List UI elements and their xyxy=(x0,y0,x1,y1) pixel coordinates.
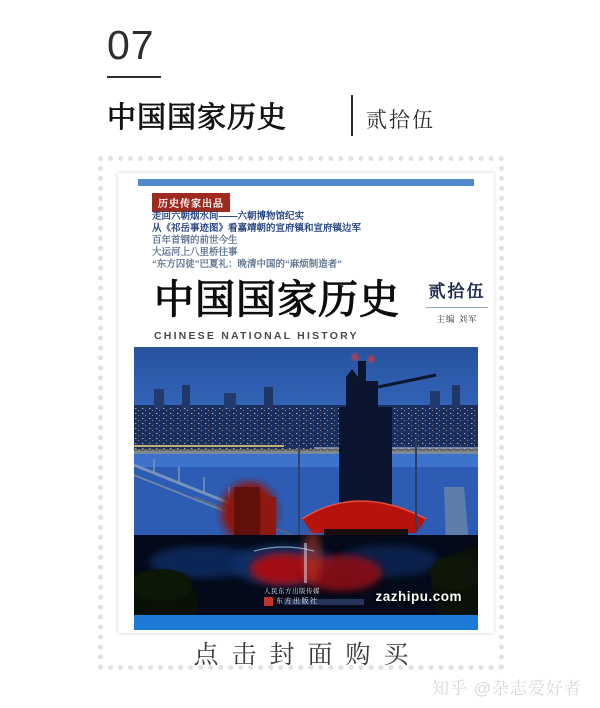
publisher-badge: 历史传家出品 xyxy=(152,193,230,212)
site-url-badge: zazhipu.com xyxy=(375,589,462,604)
publisher-logos xyxy=(264,586,320,606)
buy-cta[interactable]: 点击封面购买 xyxy=(193,641,422,669)
publisher-imprint: 东方出版社 xyxy=(276,598,319,605)
cover-top-bar xyxy=(138,179,474,186)
title-divider xyxy=(351,95,353,136)
cover-article: 百年首钢的前世今生 xyxy=(152,235,238,246)
publisher-name: 人民东方出版传媒 xyxy=(264,588,320,595)
cover-issue-number: 贰拾伍 xyxy=(426,277,488,308)
issue-box xyxy=(426,277,488,325)
publisher-seal-icon xyxy=(264,597,273,606)
cover-article: “东方囚徒”巴夏礼：晚清中国的“麻烦制造者” xyxy=(152,259,343,270)
cover-article: 从《祁岳事迹图》看嘉靖朝的宣府镇和宣府镇边军 xyxy=(152,223,362,234)
cover-subtitle-english: CHINESE NATIONAL HISTORY xyxy=(154,330,359,342)
cover-photo xyxy=(134,347,478,615)
issue-label: 贰拾伍 xyxy=(366,109,435,132)
magazine-cover[interactable] xyxy=(118,173,494,633)
cover-article-list xyxy=(152,211,452,271)
section-index: 07 xyxy=(107,22,155,68)
page-title: 中国国家历史 xyxy=(107,102,288,134)
magazine-stamp xyxy=(98,156,504,670)
editor-line: 主编 刘军 xyxy=(436,314,478,324)
city-night-scene xyxy=(134,347,478,615)
cover-article: 大运河上八里桥往事 xyxy=(152,247,238,258)
index-underline xyxy=(107,76,161,78)
cover-title: 中国国家历史 xyxy=(154,277,400,322)
cover-bottom-band xyxy=(134,615,478,630)
cover-article: 走回六朝烟水间——六朝博物馆纪实 xyxy=(152,211,305,222)
watermark: 知乎 @杂志爱好者 xyxy=(432,679,582,698)
